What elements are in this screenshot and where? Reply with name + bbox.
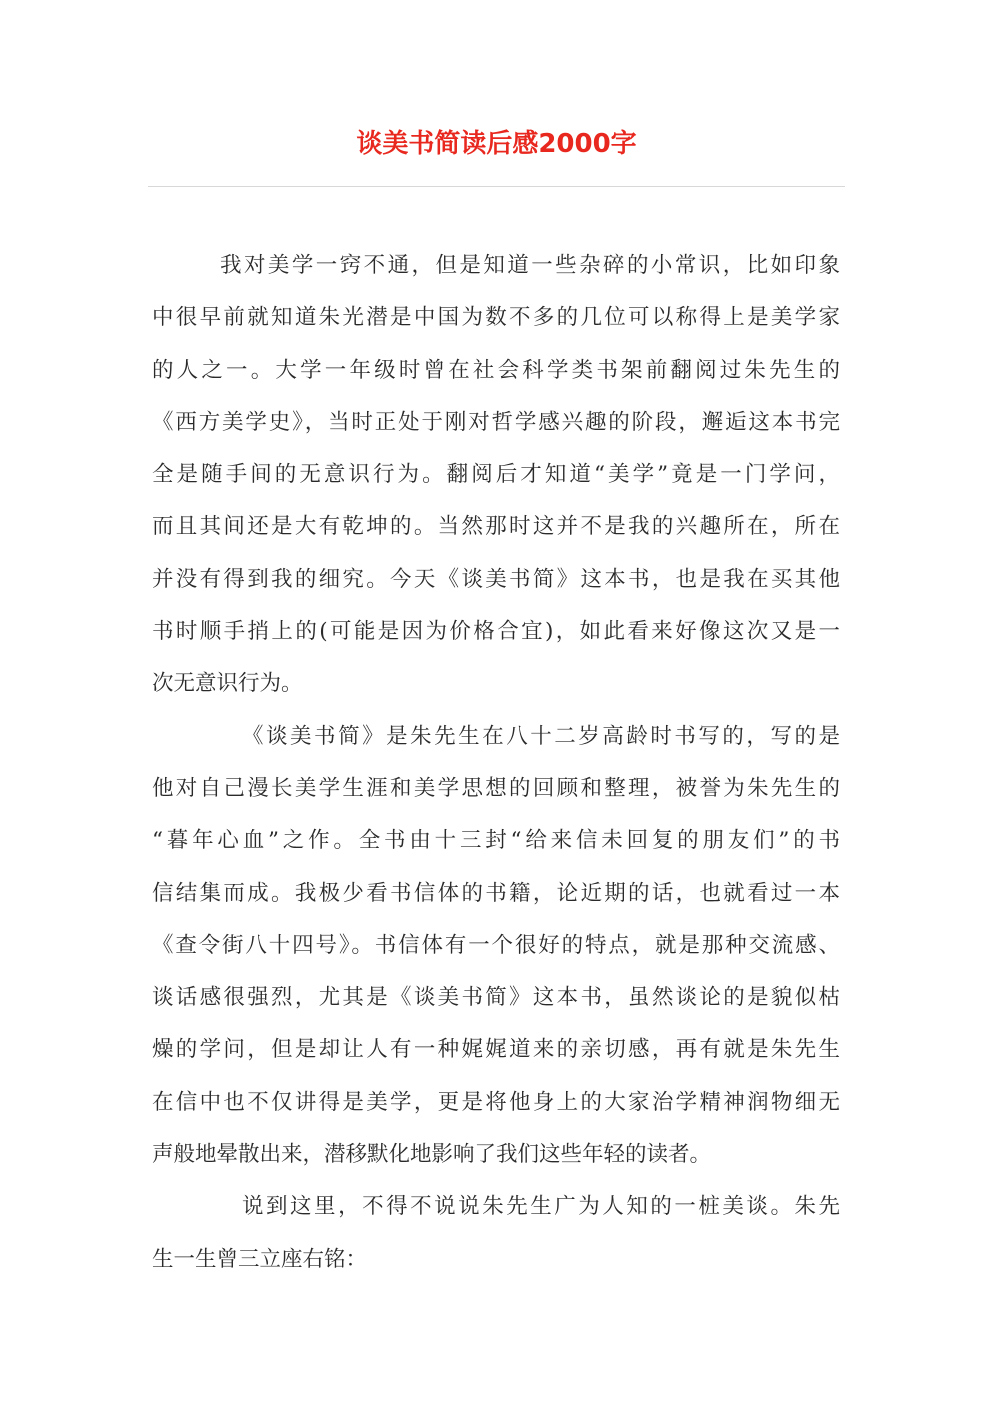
- paragraph-line: 说到这里，不得不说说朱先生广为人知的一桩美谈。朱先: [242, 1194, 840, 1220]
- paragraph-line: 《查令街八十四号》。书信体有一个很好的特点，就是那种交流感、: [152, 932, 840, 958]
- paragraph-line: 我对美学一窍不通，但是知道一些杂碎的小常识，比如印象: [220, 253, 840, 278]
- paragraph-line: 中很早前就知道朱光潜是中国为数不多的几位可以称得上是美学家: [152, 305, 840, 331]
- paragraph-line: 而且其间还是大有乾坤的。当然那时这并不是我的兴趣所在，所在: [152, 514, 840, 540]
- paragraph-line: 《西方美学史》，当时正处于刚对哲学感兴趣的阶段，邂逅这本书完: [152, 409, 840, 435]
- paragraph-line: 的人之一。大学一年级时曾在社会科学类书架前翻阅过朱先生的: [152, 357, 840, 383]
- paragraph-line: 次无意识行为。: [152, 671, 303, 697]
- paragraph-line: 声般地晕散出来，潜移默化地影响了我们这些年轻的读者。: [152, 1142, 712, 1168]
- document-title: 谈美书简读后感2000字: [356, 129, 637, 159]
- paragraph-line: 并没有得到我的细究。今天《谈美书简》这本书，也是我在买其他: [152, 566, 840, 592]
- paragraph-line: 《谈美书简》是朱先生在八十二岁高龄时书写的，写的是: [242, 723, 840, 749]
- document-body: [152, 240, 840, 1286]
- paragraph-line: 燥的学问，但是却让人有一种娓娓道来的亲切感，再有就是朱先生: [152, 1037, 840, 1063]
- paragraph-line: 信结集而成。我极少看书信体的书籍，论近期的话，也就看过一本: [152, 880, 840, 906]
- paragraph-line: 在信中也不仅讲得是美学，更是将他身上的大家治学精神润物细无: [152, 1089, 840, 1115]
- paragraph-line: 全是随手间的无意识行为。翻阅后才知道“美学”竟是一门学问，: [152, 462, 840, 488]
- paragraph-line: 书时顺手捎上的(可能是因为价格合宜)，如此看来好像这次又是一: [152, 619, 840, 645]
- paragraph-line: 他对自己漫长美学生涯和美学思想的回顾和整理，被誉为朱先生的: [152, 775, 840, 801]
- paragraph-3: [152, 1181, 840, 1286]
- paragraph-line: “暮年心血”之作。全书由十三封“给来信未回复的朋友们”的书: [152, 828, 840, 854]
- title-divider: [148, 186, 845, 187]
- paragraph-line: 生一生曾三立座右铭：: [152, 1246, 368, 1272]
- paragraph-1: [152, 240, 840, 711]
- paragraph-line: 谈话感很强烈，尤其是《谈美书简》这本书，虽然谈论的是貌似枯: [152, 985, 840, 1011]
- paragraph-2: [152, 711, 840, 1182]
